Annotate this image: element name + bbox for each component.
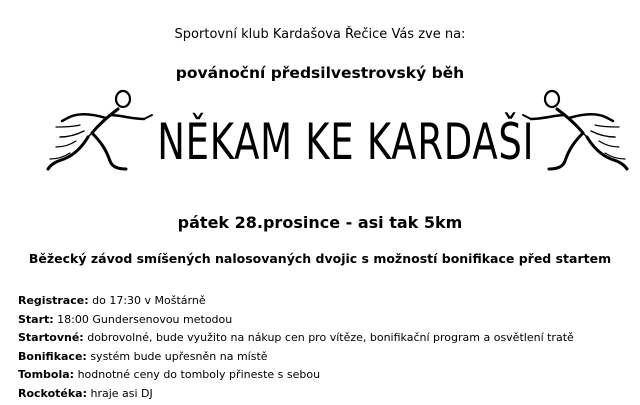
detail-label: Registrace: <box>18 294 89 307</box>
detail-registrace <box>18 292 628 311</box>
event-details <box>18 292 628 403</box>
detail-label: Start: <box>18 312 54 326</box>
detail-bonifikace <box>18 348 628 367</box>
detail-value: dobrovolné, bude využito na nákup cen pro vítěze, bonifikační program a osvětlení tratě <box>83 331 574 344</box>
detail-value: systém bude upřesněn na místě <box>86 349 268 363</box>
event-description: Běžecký závod smíšených nalosovaných dvojic s možností bonifikace před startem <box>28 251 612 266</box>
detail-label: Tombola: <box>18 368 75 381</box>
detail-value: hraje asi DJ <box>86 386 153 400</box>
detail-value: hodnotné ceny do tomboly přineste s sebou <box>74 368 321 381</box>
detail-label: Bonifikace: <box>18 349 87 363</box>
event-subtitle: povánoční předsilvestrovský běh <box>175 64 465 82</box>
detail-label: Rockotéka: <box>18 386 87 400</box>
invite-line: Sportovní klub Kardašova Řečice Vás zve na: <box>174 27 466 42</box>
running-man-icon <box>40 85 160 180</box>
detail-rockoteka <box>18 385 628 404</box>
detail-tombola <box>18 366 628 385</box>
running-man-icon <box>515 85 635 180</box>
detail-label: Startovné: <box>18 331 84 344</box>
event-title: NĚKAM KE KARDAŠI <box>157 113 535 171</box>
event-date: pátek 28.prosince - asi tak 5km <box>177 213 463 232</box>
detail-value: 18:00 Gundersenovou metodou <box>53 312 233 326</box>
detail-startovne <box>18 329 628 348</box>
detail-start <box>18 311 628 330</box>
detail-value: do 17:30 v Moštárně <box>88 294 206 307</box>
